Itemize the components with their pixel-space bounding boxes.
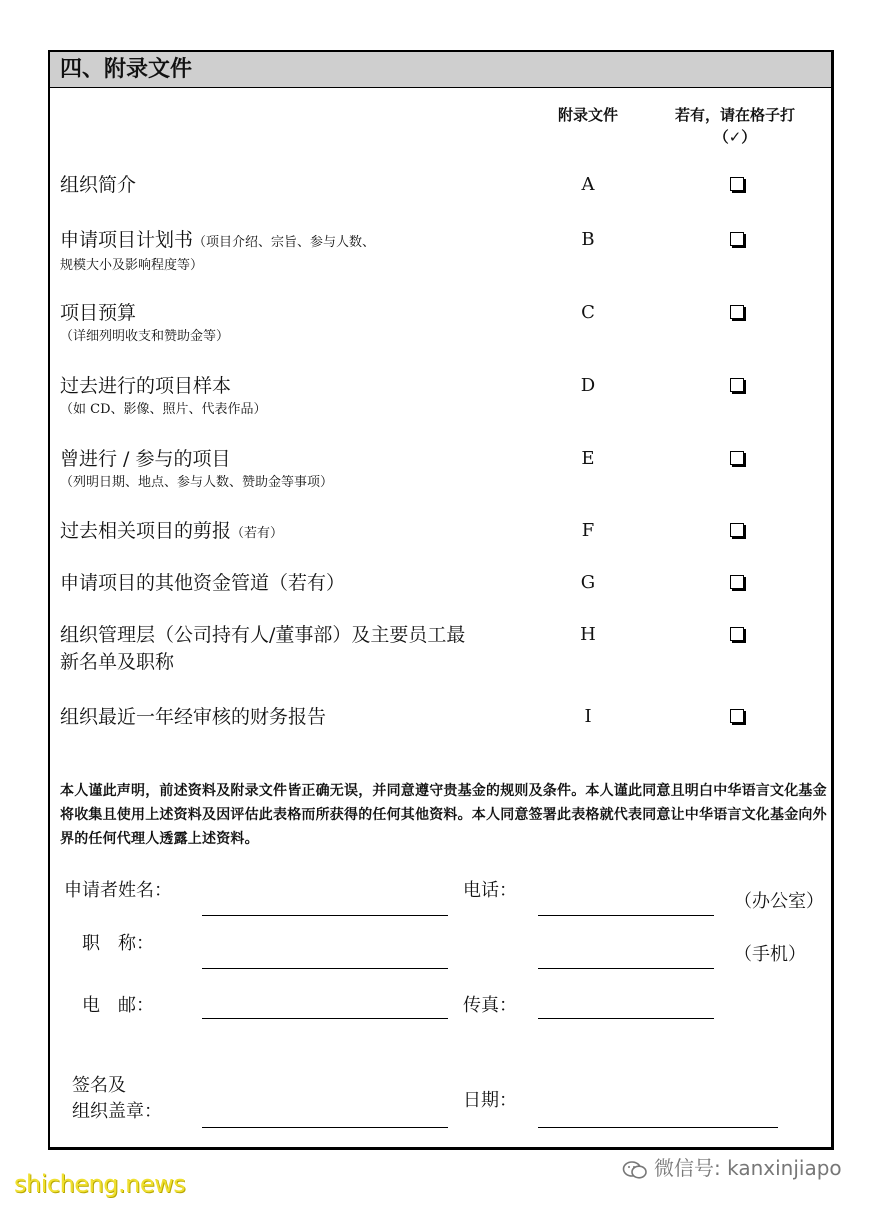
attachment-label: [60, 570, 530, 597]
input-applicant-name[interactable]: [202, 915, 448, 916]
attachment-checkbox[interactable]: [730, 709, 744, 723]
site-watermark: shicheng.news: [14, 1170, 186, 1198]
declaration-text: 本人谨此声明，前述资料及附录文件皆正确无误，并同意遵守贵基金的规则及条件。本人谨此同意且明白中华语言文化基金将收集且使用上述资料及因评估此表格而所获得的任何其他资料。本人同意签署此表格就代表同意让中华语言文化基金向外界的任何代理人透露上述资料。: [60, 783, 827, 847]
attachment-title: 组织最近一年经审核的财务报告: [60, 706, 327, 728]
attachment-checkbox[interactable]: [730, 523, 744, 537]
column-header-check-line1: 若有，请在格子打: [674, 106, 795, 124]
section-title: 四、附录文件: [50, 52, 831, 88]
input-fax[interactable]: [538, 1018, 714, 1019]
wechat-id-text: 微信号: kanxinjiapo: [654, 1156, 842, 1180]
attachment-checkbox[interactable]: [730, 378, 744, 392]
input-phone-office[interactable]: [538, 915, 714, 916]
label-title: 职 称：: [82, 933, 154, 954]
attachment-label: [60, 227, 530, 276]
wechat-watermark: [622, 1152, 842, 1181]
attachment-label: [60, 300, 530, 347]
input-date[interactable]: [538, 1127, 778, 1128]
attachment-checkbox[interactable]: [730, 575, 744, 589]
label-signature-line1: 签名及: [72, 1075, 126, 1096]
attachment-letter: E: [581, 448, 595, 469]
label-applicant-name: 申请者姓名：: [64, 880, 172, 901]
attachment-label: [60, 704, 530, 731]
attachment-checkbox[interactable]: [730, 177, 744, 191]
attachment-detail: （如 CD、影像、照片、代表作品）: [60, 402, 267, 417]
wechat-icon: [622, 1160, 648, 1180]
attachment-checkbox[interactable]: [730, 451, 744, 465]
attachment-note: （若有）: [231, 526, 284, 541]
label-fax: 传真：: [463, 995, 517, 1016]
attachment-label: [60, 373, 530, 420]
attachment-detail: （详细列明收支和赞助金等）: [60, 329, 230, 344]
attachment-letter: A: [581, 174, 595, 195]
attachment-detail: 规模大小及影响程度等）: [60, 258, 204, 273]
attachment-checkbox[interactable]: [730, 232, 744, 246]
attachment-label: [60, 518, 530, 547]
attachment-title: 组织管理层（公司持有人/董事部）及主要员工最: [60, 624, 466, 646]
attachment-checkbox[interactable]: [730, 627, 744, 641]
attachment-label: [60, 446, 530, 493]
attachment-letter: C: [581, 302, 595, 323]
input-phone-mobile[interactable]: [538, 968, 714, 969]
attachment-detail: 新名单及职称: [60, 651, 175, 673]
attachment-title: 组织简介: [60, 174, 137, 196]
label-signature-line2: 组织盖章：: [72, 1101, 162, 1122]
attachment-title: 过去相关项目的剪报: [60, 520, 232, 542]
column-header-check-line2: （✓）: [713, 128, 757, 146]
label-office: （办公室）: [734, 891, 824, 912]
label-email: 电 邮：: [82, 995, 154, 1016]
input-email[interactable]: [202, 1018, 448, 1019]
attachment-title: 曾进行 / 参与的项目: [60, 448, 231, 470]
attachment-label: [60, 622, 530, 676]
attachment-title: 申请项目计划书: [60, 229, 194, 251]
attachment-title: 过去进行的项目样本: [60, 375, 232, 397]
attachment-letter: F: [581, 520, 595, 541]
attachment-checkbox[interactable]: [730, 305, 744, 319]
attachment-title: 申请项目的其他资金管道（若有）: [60, 572, 346, 594]
appendix-form: [48, 50, 834, 1150]
attachment-letter: H: [580, 624, 596, 645]
attachment-letter: G: [580, 572, 596, 593]
label-phone: 电话：: [463, 880, 517, 901]
label-mobile: （手机）: [734, 944, 806, 965]
attachment-detail: （列明日期、地点、参与人数、赞助金等事项）: [60, 475, 334, 490]
attachment-letter: D: [580, 375, 596, 396]
input-signature[interactable]: [202, 1127, 448, 1128]
attachment-note: （项目介绍、宗旨、参与人数、: [193, 235, 376, 250]
attachment-letter: B: [581, 229, 595, 250]
attachment-title: 项目预算: [60, 302, 137, 324]
column-header-check: [660, 104, 810, 148]
column-header-attachment: 附录文件: [557, 106, 618, 124]
input-title[interactable]: [202, 968, 448, 969]
attachment-label: [60, 172, 530, 199]
attachment-letter: I: [584, 706, 592, 727]
label-date: 日期：: [463, 1090, 517, 1111]
